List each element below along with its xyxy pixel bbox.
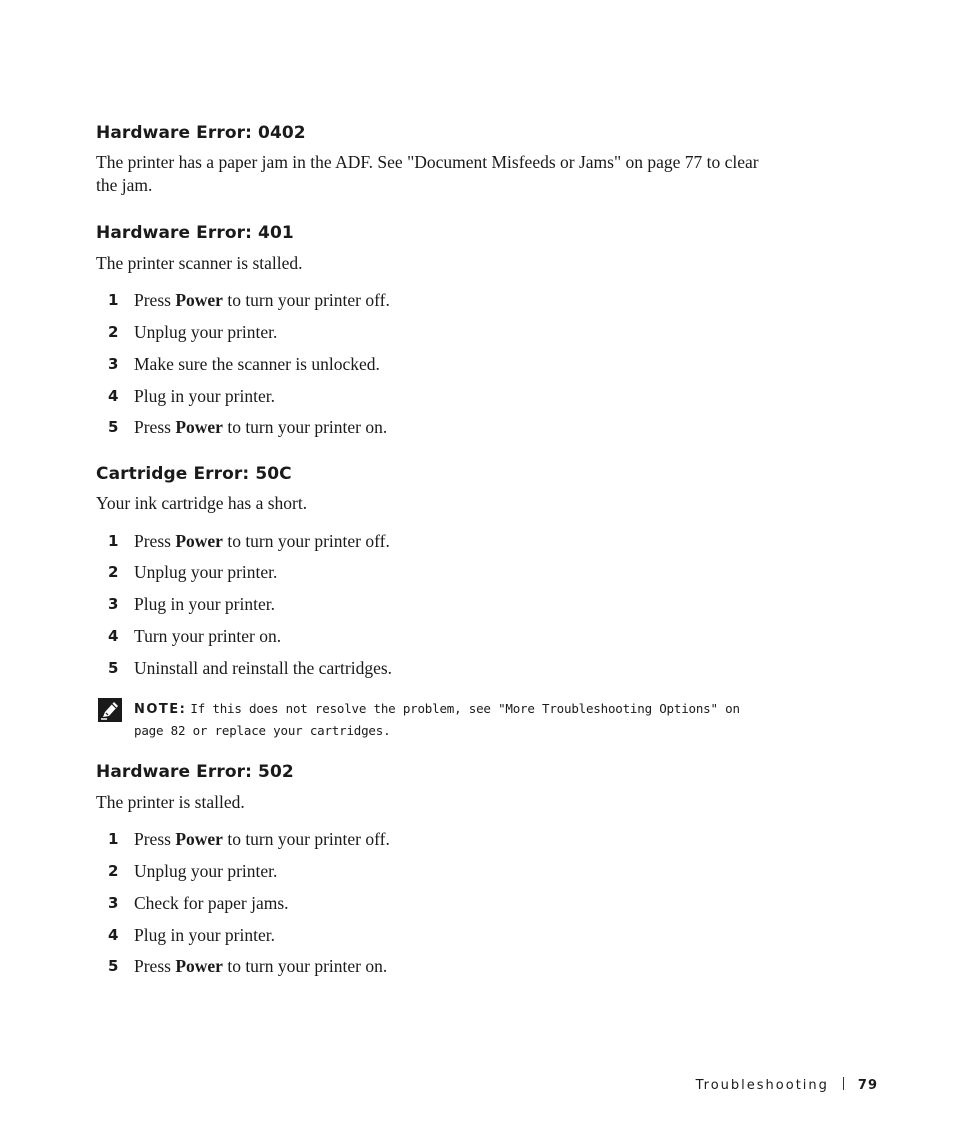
step-401-4 <box>0 384 800 408</box>
step-number: 4 <box>108 627 119 645</box>
power-button-label: Power <box>175 531 223 551</box>
step-number: 4 <box>108 387 119 405</box>
footer-divider <box>843 1077 844 1090</box>
step-text: Make sure the scanner is unlocked. <box>134 354 380 374</box>
step-401-3 <box>0 352 800 376</box>
step-number: 3 <box>108 894 119 912</box>
step-text: Plug in your printer. <box>134 925 275 945</box>
step-50c-1 <box>0 529 800 553</box>
step-401-5 <box>0 415 800 439</box>
step-number: 2 <box>108 563 119 581</box>
step-text: Plug in your printer. <box>134 386 275 406</box>
pencil-note-icon <box>98 698 122 722</box>
step-50c-2 <box>0 560 800 584</box>
step-number: 1 <box>108 532 119 550</box>
step-number: 5 <box>108 418 119 436</box>
step-502-4 <box>0 923 800 947</box>
step-401-1 <box>0 288 800 312</box>
step-text: Press Power to turn your printer on. <box>134 956 388 976</box>
page-number: 79 <box>857 1078 878 1093</box>
step-50c-5 <box>0 656 800 680</box>
step-text: Unplug your printer. <box>134 861 278 881</box>
step-502-3 <box>0 891 800 915</box>
step-50c-3 <box>0 592 800 616</box>
step-text: Check for paper jams. <box>134 893 289 913</box>
note-label: NOTE: <box>134 702 187 717</box>
step-text: Unplug your printer. <box>134 562 278 582</box>
step-text: Press Power to turn your printer off. <box>134 531 390 551</box>
step-number: 5 <box>108 957 119 975</box>
step-number: 3 <box>108 595 119 613</box>
section-intro-0402: The printer has a paper jam in the ADF. See "Document Misfeeds or Jams" on page 77 to clear the jam. <box>96 152 759 195</box>
step-number: 2 <box>108 862 119 880</box>
power-button-label: Power <box>175 956 223 976</box>
section-intro-50c: Your ink cartridge has a short. <box>96 493 308 513</box>
step-text: Press Power to turn your printer off. <box>134 290 390 310</box>
section-heading-502: Hardware Error: 502 <box>96 762 294 782</box>
step-number: 4 <box>108 926 119 944</box>
step-502-5 <box>0 954 800 978</box>
step-number: 1 <box>108 830 119 848</box>
power-button-label: Power <box>175 417 223 437</box>
note-text <box>134 698 774 741</box>
step-text: Unplug your printer. <box>134 322 278 342</box>
power-button-label: Power <box>175 290 223 310</box>
step-text: Turn your printer on. <box>134 626 282 646</box>
page-footer <box>696 1076 878 1096</box>
step-401-2 <box>0 320 800 344</box>
step-text: Plug in your printer. <box>134 594 275 614</box>
step-number: 5 <box>108 659 119 677</box>
section-heading-401: Hardware Error: 401 <box>96 223 294 243</box>
step-502-1 <box>0 827 800 851</box>
section-heading-50c: Cartridge Error: 50C <box>96 464 292 484</box>
section-heading-0402: Hardware Error: 0402 <box>96 123 306 143</box>
step-text: Uninstall and reinstall the cartridges. <box>134 658 393 678</box>
power-button-label: Power <box>175 829 223 849</box>
section-intro-401: The printer scanner is stalled. <box>96 253 303 273</box>
section-intro-502: The printer is stalled. <box>96 792 245 812</box>
note-message: If this does not resolve the problem, see "More Troubleshooting Options" on page 82 or replace your cartridges. <box>134 701 740 738</box>
step-number: 3 <box>108 355 119 373</box>
footer-section-title: Troubleshooting <box>695 1078 829 1093</box>
step-number: 1 <box>108 291 119 309</box>
step-text: Press Power to turn your printer off. <box>134 829 390 849</box>
step-text: Press Power to turn your printer on. <box>134 417 388 437</box>
step-number: 2 <box>108 323 119 341</box>
step-502-2 <box>0 859 800 883</box>
step-50c-4 <box>0 624 800 648</box>
